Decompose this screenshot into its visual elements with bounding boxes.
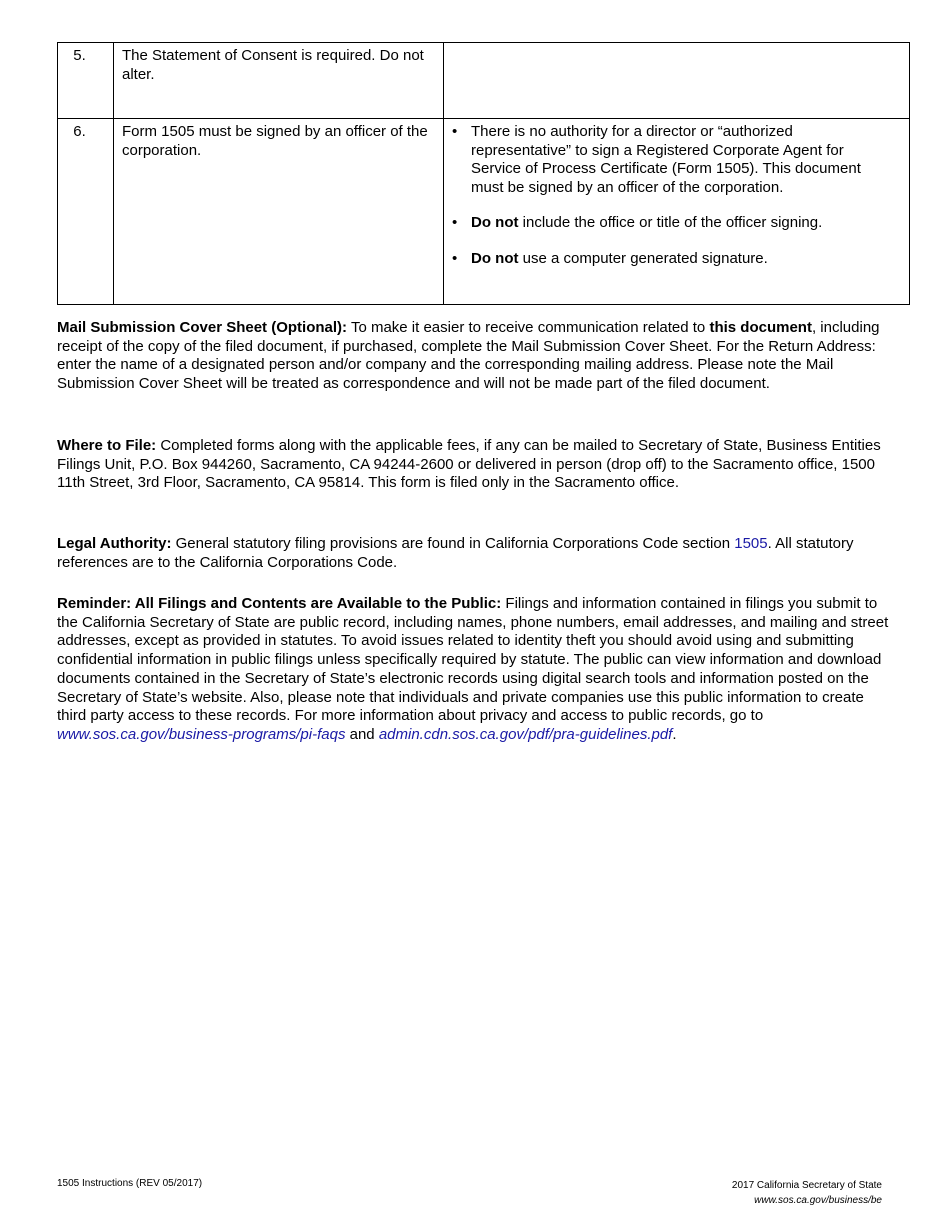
list-item: • Do not use a computer generated signature. — [452, 249, 768, 267]
row-condition: Form 1505 must be signed by an officer of the corporation. — [114, 119, 444, 305]
section-label: Legal Authority: — [57, 535, 172, 552]
legal-authority-section: Legal Authority: General statutory filing provisions are found in California Corporations Code section 1505. All statutory references are to the California Corporations Code. — [57, 535, 854, 571]
business-url: www.sos.ca.gov/business/be — [754, 1195, 882, 1206]
requirements-table — [57, 42, 910, 305]
bullet-icon: • — [452, 123, 458, 140]
public-records-reminder-section: Reminder: All Filings and Contents are Available to the Public: Filings and information contained in filings you submit to the California Secretary of State are public record, including names, phone numbers, email addresses, and mailing and street addresses, except as provided in statutes. To avoid issues related to identity theft you should avoid using and submitting confidential information in public filings unless specifically required by statute. The public can view information and download documents contained in the Secretary of State’s electronic records using digital search tools and information posted on the Secretary of State’s website. Also, please note that individuals and private companies use this public information to create third party access to these records. For more information about privacy and access to public records, go to www.sos.ca.gov/business-programs/pi-faqs and admin.cdn.sos.ca.gov/pdf/pra-guidelines.pdf. — [57, 595, 889, 743]
row-number: 5. — [73, 47, 86, 64]
table-row — [58, 43, 910, 119]
section-label: Reminder: All Filings and Contents are Available to the Public: — [57, 595, 502, 612]
row-notes — [444, 119, 910, 305]
table-row — [58, 119, 910, 305]
notes-list — [452, 123, 887, 268]
code-section-link[interactable]: 1505 — [734, 535, 768, 552]
section-label: Where to File: — [57, 437, 157, 454]
where-to-file-section: Where to File: Completed forms along with the applicable fees, if any can be mailed to Secretary of State, Business Entities Filings Unit, P.O. Box 944260, Sacramento, CA 94244-2600 or delivered in person (drop off) to the Sacramento office, 1500 11th Street, 3rd Floor, Sacramento, CA 95814. This form is filed only in the Sacramento office. — [57, 437, 881, 492]
mail-submission-section: Mail Submission Cover Sheet (Optional): To make it easier to receive communication related to this document, including receipt of the copy of the filed document, if purchased, complete the Mail Submission Cover Sheet. For the Return Address: enter the name of a designated person and/or company and the corresponding mailing address. Please note the Mail Submission Cover Sheet will be treated as correspondence and will not be made part of the filed document. — [57, 319, 880, 393]
bullet-icon: • — [452, 249, 458, 267]
list-item: • Do not include the office or title of the officer signing. — [452, 214, 823, 231]
section-label: Mail Submission Cover Sheet (Optional): — [57, 319, 348, 336]
row-condition: The Statement of Consent is required. Do not alter. — [114, 43, 444, 119]
copyright-footer: 2017 California Secretary of State www.sos.ca.gov/business/be — [731, 1180, 882, 1206]
row-number: 6. — [73, 123, 86, 140]
bullet-icon: • — [452, 214, 458, 231]
pi-faqs-link[interactable]: www.sos.ca.gov/business-programs/pi-faqs — [57, 725, 346, 743]
pra-guidelines-link[interactable]: admin.cdn.sos.ca.gov/pdf/pra-guidelines.pdf — [378, 725, 673, 743]
form-revision-footer: 1505 Instructions (REV 05/2017) — [57, 1178, 203, 1189]
row-notes — [444, 43, 910, 119]
list-item: • There is no authority for a director or “authorized representative” to sign a Registered Corporate Agent for Service of Process Certificate (Form 1505). This document must be signed by an officer of the corporation. — [452, 123, 861, 196]
